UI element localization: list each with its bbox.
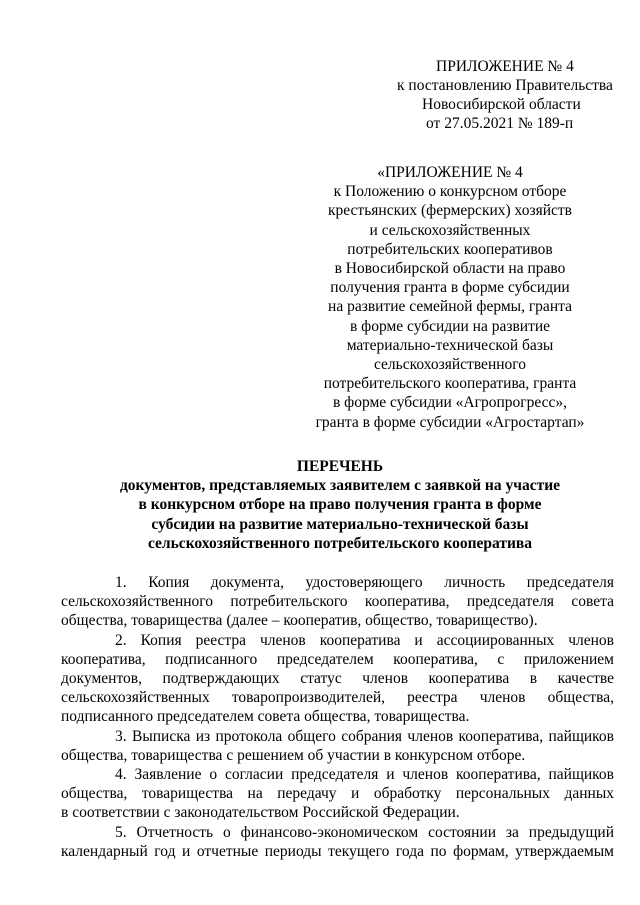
regulation-header-line: потребительских кооперативов — [347, 240, 553, 258]
regulation-header-line: на развитие семейной фермы, гранта — [328, 298, 572, 316]
regulation-header-line: в Новосибирской области на право — [334, 260, 566, 278]
document-title-line: документов, представляемых заявителем с заявкой на участие — [119, 477, 561, 495]
regulation-header-line: в форме субсидии на развитие — [349, 317, 551, 335]
document-title-line: сельскохозяйственного потребительского кооператива — [147, 534, 533, 552]
regulation-header-line: «ПРИЛОЖЕНИЕ № 4 — [377, 164, 523, 181]
regulation-header-line: к Положению о конкурсном отборе — [333, 183, 567, 201]
list-item-line: сельскохозяйственных товаропроизводителей, реестра членов общества, — [61, 689, 614, 707]
list-item-line: общества, товарищества с решением об участии в конкурсном отборе. — [61, 746, 526, 764]
regulation-header-line: крестьянских (фермерских) хозяйств — [328, 202, 572, 220]
list-item-line: 2. Копия реестра членов кооператива и ассоциированных членов — [115, 631, 614, 649]
regulation-header-line: гранта в форме субсидии «Агростартап» — [315, 413, 585, 431]
document-title-line: субсидии на развитие материально-технической базы — [151, 515, 529, 533]
document-title — [60, 457, 620, 553]
list-item — [61, 573, 614, 631]
list-item-line: подписанного председателем совета общества, товарищества. — [61, 708, 470, 726]
list-item — [61, 727, 614, 765]
regulation-header-line: сельскохозяйственного — [373, 356, 527, 374]
list-item-line: 3. Выписка из протокола общего собрания членов кооператива, пайщиков — [115, 727, 614, 745]
document-title-main: ПЕРЕЧЕНЬ — [296, 458, 384, 475]
list-item-line: общества, товарищества на передачу и обработку персональных данных — [61, 785, 614, 803]
appendix-header — [330, 57, 640, 133]
list-item-line: календарный год и отчетные периоды текущего года по формам, утверждаемым — [61, 842, 614, 860]
list-item-line: сельскохозяйственного потребительского кооператива, председателя совета — [61, 593, 614, 611]
appendix-header-line: ПРИЛОЖЕНИЕ № 4 — [436, 58, 574, 75]
regulation-header-line: в форме субсидии «Агропрогресс», — [332, 394, 568, 412]
list-item-line: 5. Отчетность о финансово-экономическом состоянии за предыдущий — [115, 823, 614, 841]
list-item-line: общества, товарищества (далее – кооператив, общество, товарищество). — [61, 612, 538, 630]
regulation-header-line: и сельскохозяйственных — [369, 221, 531, 239]
document-title-line: в конкурсном отборе на право получения гранта в форме — [138, 496, 542, 514]
list-item-line: кооператива, подписанного председателем кооператива, с приложением — [61, 650, 614, 668]
appendix-header-line: Новосибирской области — [422, 96, 581, 113]
regulation-header-line: получения гранта в форме субсидии — [330, 279, 570, 297]
appendix-header-line: от 27.05.2021 № 189-п — [426, 115, 574, 132]
list-item-line: в соответствии с законодательством Российской Федерации. — [61, 804, 460, 822]
list-item — [61, 823, 614, 861]
regulation-header-line: материально-технической базы — [346, 336, 554, 354]
list-item-line: документов, подтверждающих статус членов кооператива в качестве — [61, 670, 614, 688]
document-body — [61, 573, 614, 861]
regulation-header — [300, 163, 600, 432]
appendix-header-line: к постановлению Правительства — [397, 77, 613, 94]
regulation-header-line: потребительского кооператива, гранта — [323, 375, 577, 393]
list-item — [61, 631, 614, 727]
list-item-line: 4. Заявление о согласии председателя и членов кооператива, пайщиков — [115, 766, 614, 784]
list-item-line: 1. Копия документа, удостоверяющего личность председателя — [115, 574, 614, 591]
list-item — [61, 765, 614, 823]
